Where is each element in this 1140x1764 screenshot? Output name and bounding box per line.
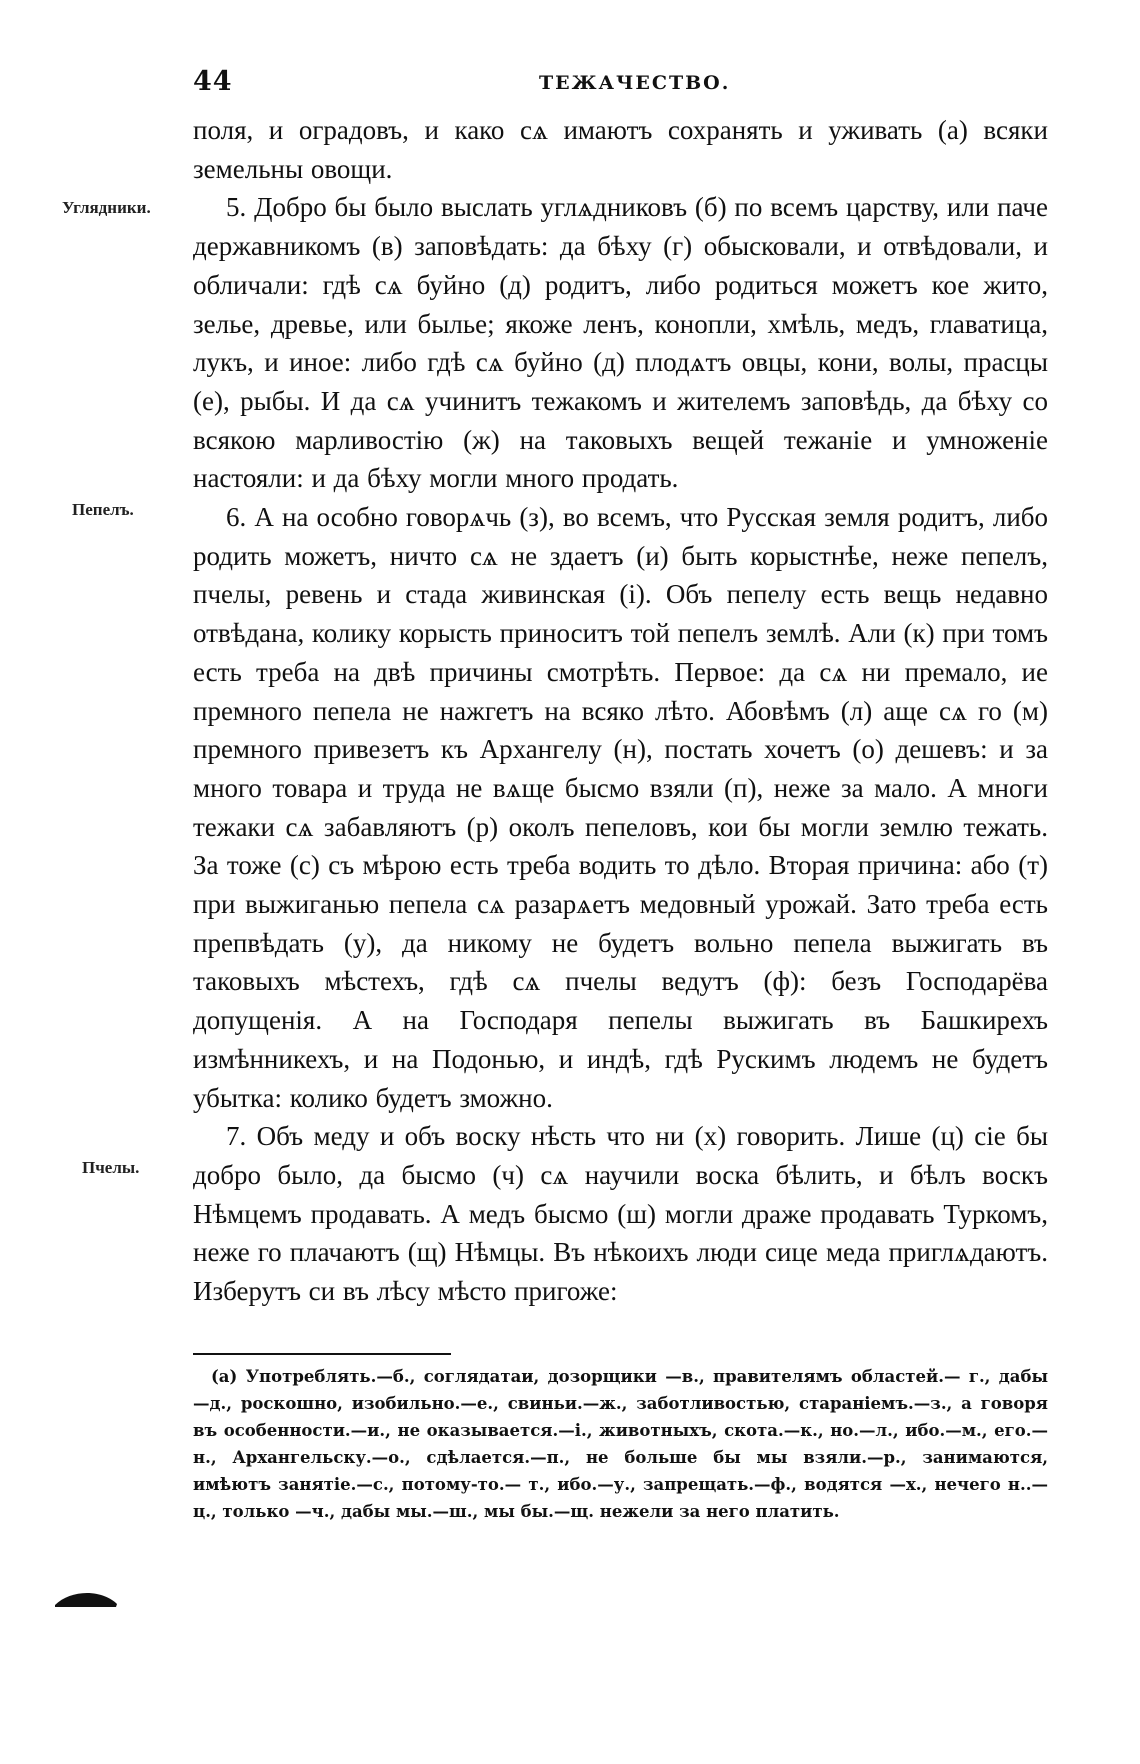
margin-note-section-5: Углядники. [62,198,151,217]
footnotes: (а) Употреблять.—б., соглядатаи, дозорщики —в., правителямъ областей.— г., дабы —д., роскошно, изобильно.—е., свиньи.—ж., заботливостью, стараніемъ.—з., а говоря въ особенности.—и., не оказывается.—і., животныхъ, скота.—к., но.—л., ибо.—м., его.—н., Архангельску.—о., сдѣлается.—п., не больше бы мы взяли.—р., занимаются, имѣютъ занятіе.—с., потому-то.— т., ибо.—у., запрещать.—ф., водятся —х., нечего н..—ц., только —ч., дабы мы.—ш., мы бы.—щ. нежели за него платить. [193,1367,1048,1521]
opening-paragraph: поля, и оградовъ, и како сѧ имаютъ сохранять и уживать (а) всяки земельны овощи. [193,115,1048,184]
footnote-rule [193,1353,451,1355]
section-7-paragraph: 7. Объ меду и объ воску нѣсть что ни (х) говорить. Лише (ц) сіе бы добро было, да бысмо (ч) сѧ научили воска бѣлить, и бѣлъ воскъ Нѣмцемъ продавать. А медъ бысмо (ш) могли драже продавать Туркомъ, неже го плачаютъ (щ) Нѣмцы. Въ нѣкоихъ люди сице меда приглѧдаютъ. Изберутъ си въ лѣсу мѣсто пригоже: [193,1121,1048,1307]
section-5-paragraph: 5. Добро бы было выслать углѧдниковъ (б) по всемъ царству, или паче державникомъ (в) заповѣдать: да бѣху (г) обысковали, и отвѣдовали, и обличали: гдѣ сѧ буйно (д) родитъ, либо родиться можетъ кое жито, зелье, древье, или былье; якоже ленъ, конопли, хмѣль, медъ, главатица, лукъ, и иное: либо гдѣ сѧ буйно (д) плодѧтъ овцы, кони, волы, прасцы (е), рыбы. И да сѧ учинитъ тежакомъ и жителемъ заповѣдь, да бѣху со всякою марливостію (ж) на таковыхъ вещей тежаніе и умноженіе настояли: и да бѣху могли много продать. [193,192,1048,494]
main-text [193,111,1048,1311]
running-title: ТЕЖАЧЕСТВО. [539,72,731,94]
margin-note-section-7: Пчелы. [82,1158,140,1177]
margin-note-section-6: Пепелъ. [72,500,134,519]
section-6-paragraph: 6. А на особно говорѧчь (з), во всемъ, что Русская земля родитъ, либо родить можетъ, ничто сѧ не здаетъ (и) быть корыстнѣе, неже пепелъ, пчелы, ревень и стада живинская (і). Объ пепелу есть вещь недавно отвѣдана, колику корысть приноситъ той пепелъ землѣ. Али (к) при томъ есть треба на двѣ причины смотрѣть. Первое: да сѧ ни премало, ие премного пепела не нажгетъ на всяко лѣто. Абовѣмъ (л) аще сѧ го (м) премного привезетъ къ Архангелу (н), постать хочетъ (о) дешевъ: и за много товара и труда не вѧще бысмо взяли (п), неже за мало. А многи тежаки сѧ забавляютъ (р) околъ пепеловъ, кои бы могли землю тежать. За тоже (с) съ мѣрою есть треба водить то дѣло. Вторая причина: або (т) при выжиганью пепела сѧ разарѧетъ медовный урожай. Зато треба есть препвѣдать (у), да никому не будетъ вольно пепела выжигать въ таковыхъ мѣстехъ, гдѣ сѧ пчелы ведутъ (ф): безъ Господарёва допущенія. А на Господаря пепелы выжигать въ Башкирехъ измѣнникехъ, и на Подонью, и индѣ, гдѣ Рускимъ людемъ не будетъ убытка: колико будетъ зможно. [193,502,1048,1113]
ink-blot [53,1589,119,1607]
page-number: 44 [193,66,233,97]
